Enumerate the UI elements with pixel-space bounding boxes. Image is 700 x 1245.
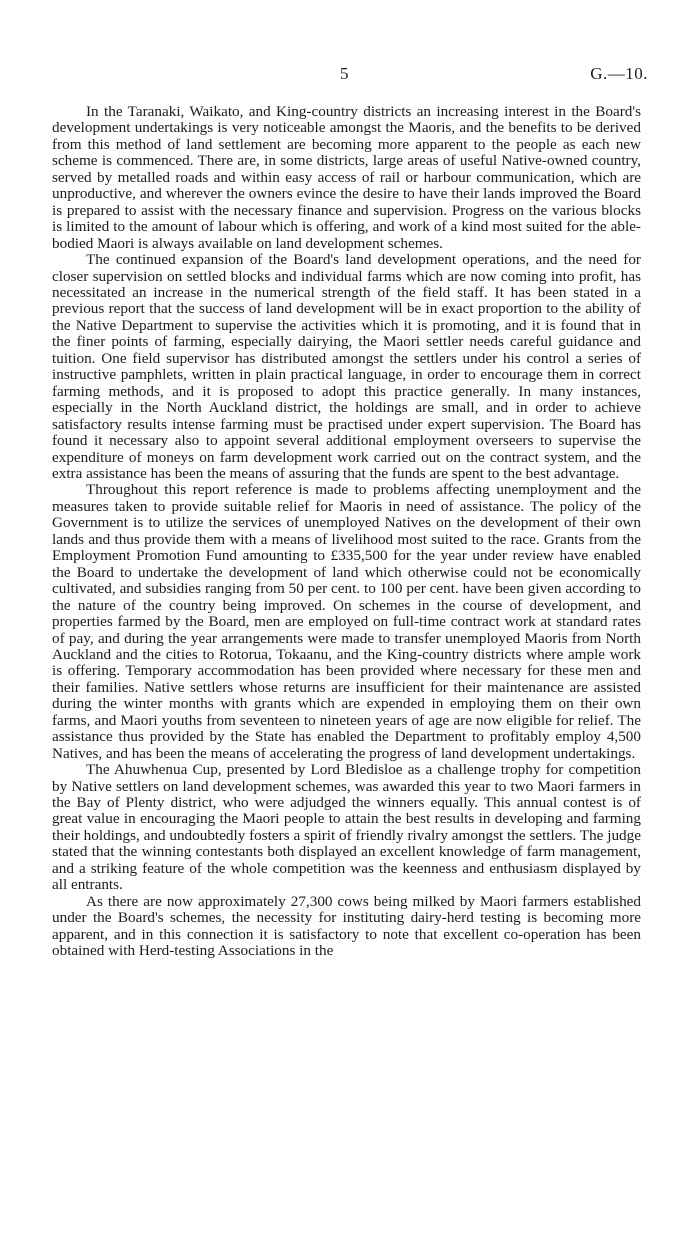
document-reference: G.—10. [590,64,648,83]
page-number: 5 [340,64,349,83]
paragraph-taranaki-interest: In the Taranaki, Waikato, and King-country districts an increasing interest in the Board's development undertakings is very noticeable amongst the Maoris, and the benefits to be derived from this method of land settlement are becoming more apparent to the people as each new scheme is commenced. There are, in some districts, large areas of useful Native-owned country, served by metalled roads and within easy access of rail or harbour communication, which are unproductive, and wherever the owners evince the desire to have their lands improved the Board is prepared to assist with the necessary finance and supervision. Progress on the various blocks is limited to the amount of labour which is offering, and work of a kind most suited for the able-bodied Maori is always available on land development schemes. [52,103,641,252]
body-text [52,104,641,960]
paragraph-unemployment-relief: Throughout this report reference is made to problems affecting unemployment and the measures taken to provide suitable relief for Maoris in need of assistance. The policy of the Government is to utilize the services of unemployed Natives on the development of their own lands and thus provide them with a means of livelihood most suited to the race. Grants from the Employment Promotion Fund amounting to £335,500 for the year under review have enabled the Board to undertake the development of land which otherwise could not be economically cultivated, and subsidies ranging from 50 per cent. to 100 per cent. have been given according to the nature of the country being improved. On schemes in the course of development, and properties farmed by the Board, men are employed on full-time contract work at standard rates of pay, and during the year arrangements were made to transfer unemployed Maoris from North Auckland and the cities to Rotorua, Tokaanu, and the King-country districts where ample work is offering. Temporary accommodation has been provided where necessary for these men and their families. Native settlers whose returns are insufficient for their maintenance are assisted during the winter months with grants which are expended in employing them on their own farms, and Maori youths from seventeen to nineteen years of age are now eligible for relief. The assistance thus provided by the State has enabled the Department to profitably employ 4,500 Natives, and has been the means of accelerating the progress of land development undertakings. [52,481,641,762]
paragraph-herd-testing: As there are now approximately 27,300 cows being milked by Maori farmers established under the Board's schemes, the necessity for instituting dairy-herd testing is becoming more apparent, and in this connection it is satisfactory to note that excellent co-operation has been obtained with Herd-testing Associations in the [52,892,641,960]
paragraph-ahuwhenua-cup: The Ahuwhenua Cup, presented by Lord Bledisloe as a challenge trophy for competition by Native settlers on land development schemes, was awarded this year to two Maori farmers in the Bay of Plenty district, who were adjudged the winners equally. This annual contest is of great value in encouraging the Maori people to attain the best results in developing and farming their holdings, and undoubtedly fosters a spirit of friendly rivalry amongst the settlers. The judge stated that the winning contestants both displayed an excellent knowledge of farm management, and a striking feature of the whole competition was the keenness and enthusiasm displayed by all entrants. [52,761,641,894]
paragraph-field-staff: The continued expansion of the Board's land development operations, and the need for closer supervision on settled blocks and individual farms which are now coming into profit, has necessitated an increase in the numerical strength of the field staff. It has been stated in a previous report that the success of land development will be in exact proportion to the ability of the Native Department to supervise the activities which it is promoting, and it is found that in the finer points of farming, especially dairying, the Maori settler needs careful guidance and tuition. One field supervisor has distributed amongst the settlers under his control a series of instructive pamphlets, written in plain practical language, in order to encourage them in correct farming methods, and it is proposed to adopt this practice generally. In many instances, especially in the North Auckland district, the holdings are small, and in order to achieve satisfactory results intense farming must be practised under expert supervision. The Board has found it necessary also to appoint several additional employment overseers to supervise the expenditure of moneys on farm development work carried out on the contract system, and the extra assistance has been the means of assuring that the funds are spent to the best advantage. [52,251,641,482]
